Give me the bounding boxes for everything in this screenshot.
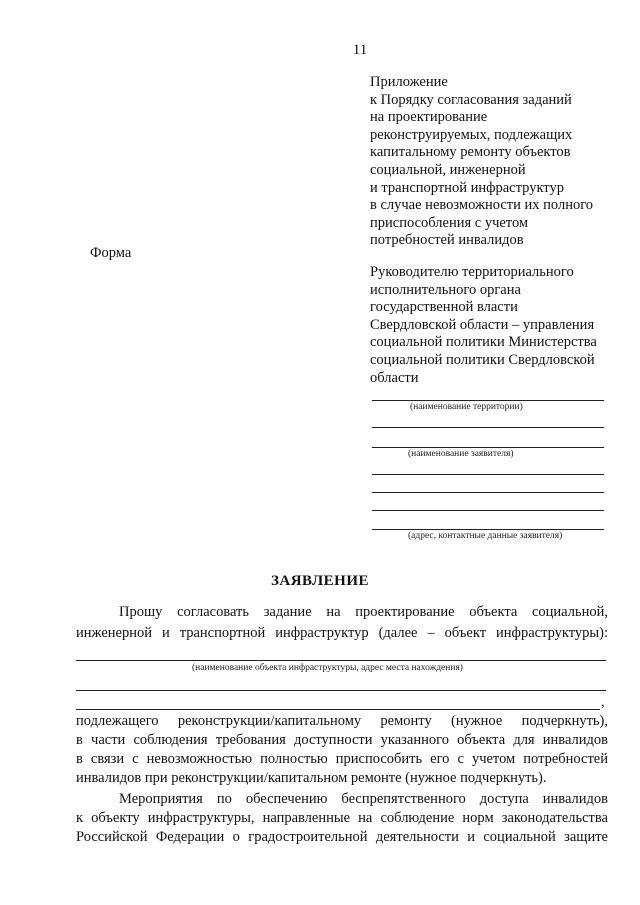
- addressee-block: [370, 264, 632, 387]
- applicant-field-line[interactable]: [372, 427, 604, 428]
- object-field-line[interactable]: [76, 709, 600, 710]
- appendix-line: реконструируемых, подлежащих: [370, 126, 573, 143]
- statement-line: Прошу согласовать задание на проектирование объекта социальной,: [119, 604, 608, 620]
- appendix-line: в случае невозможности их полного: [370, 197, 594, 214]
- addressee-line: государственной власти: [370, 299, 518, 316]
- territory-caption: (наименование территории): [410, 402, 523, 412]
- statement-line: Мероприятия по обеспечению беспрепятственного доступа инвалидов: [119, 791, 608, 807]
- statement-line: в части соблюдения требования доступности указанного объекта для инвалидов: [76, 732, 608, 748]
- appendix-line: Приложение: [370, 74, 448, 90]
- appendix-header: [370, 74, 630, 250]
- addressee-line: Руководителю территориального: [370, 264, 574, 280]
- territory-field-line[interactable]: [372, 400, 604, 401]
- applicant-caption: (наименование заявителя): [408, 449, 514, 459]
- appendix-line: и транспортной инфраструктур: [370, 179, 564, 196]
- appendix-line: потребностей инвалидов: [370, 232, 524, 249]
- statement-line: Российской Федерации о градостроительной деятельности и социальной защите: [76, 829, 608, 845]
- contacts-field-line[interactable]: [372, 529, 604, 530]
- form-label: Форма: [90, 245, 132, 261]
- appendix-line: капитальному ремонту объектов: [370, 144, 571, 161]
- object-field-line[interactable]: [76, 660, 606, 661]
- statement-line: инвалидов при реконструкции/капитальном ремонте (нужное подчеркнуть).: [76, 770, 547, 786]
- trailing-comma: ,: [601, 694, 605, 710]
- appendix-line: социальной, инженерной: [370, 161, 526, 178]
- statement-line: подлежащего реконструкции/капитальному ремонту (нужное подчеркнуть),: [76, 713, 608, 729]
- object-field-line[interactable]: [76, 690, 606, 691]
- applicant-field-line[interactable]: [372, 447, 604, 448]
- appendix-line: на проектирование: [370, 109, 488, 126]
- appendix-line: к Порядку согласования заданий: [370, 91, 572, 108]
- object-caption: (наименование объекта инфраструктуры, адрес места нахождения): [192, 663, 463, 673]
- addressee-line: социальной политики Свердловской: [370, 351, 595, 368]
- contacts-field-line[interactable]: [372, 474, 604, 475]
- statement-line: инженерной и транспортной инфраструктур (далее – объект инфраструктуры):: [76, 625, 608, 641]
- addressee-line: области: [370, 369, 419, 386]
- page-number: 11: [352, 42, 368, 58]
- statement-line: в связи с невозможностью полностью приспособить его с учетом потребностей: [76, 751, 608, 767]
- contacts-field-line[interactable]: [372, 510, 604, 511]
- contacts-caption: (адрес, контактные данные заявителя): [408, 531, 563, 541]
- contacts-field-line[interactable]: [372, 492, 604, 493]
- document-title: ЗАЯВЛЕНИЕ: [270, 573, 370, 589]
- appendix-line: приспособления с учетом: [370, 214, 529, 231]
- addressee-line: Свердловской области – управления: [370, 316, 595, 333]
- statement-line: к объекту инфраструктуры, направленные на соблюдение норм законодательства: [76, 810, 608, 826]
- addressee-line: социальной политики Министерства: [370, 334, 597, 351]
- addressee-line: исполнительного органа: [370, 281, 521, 298]
